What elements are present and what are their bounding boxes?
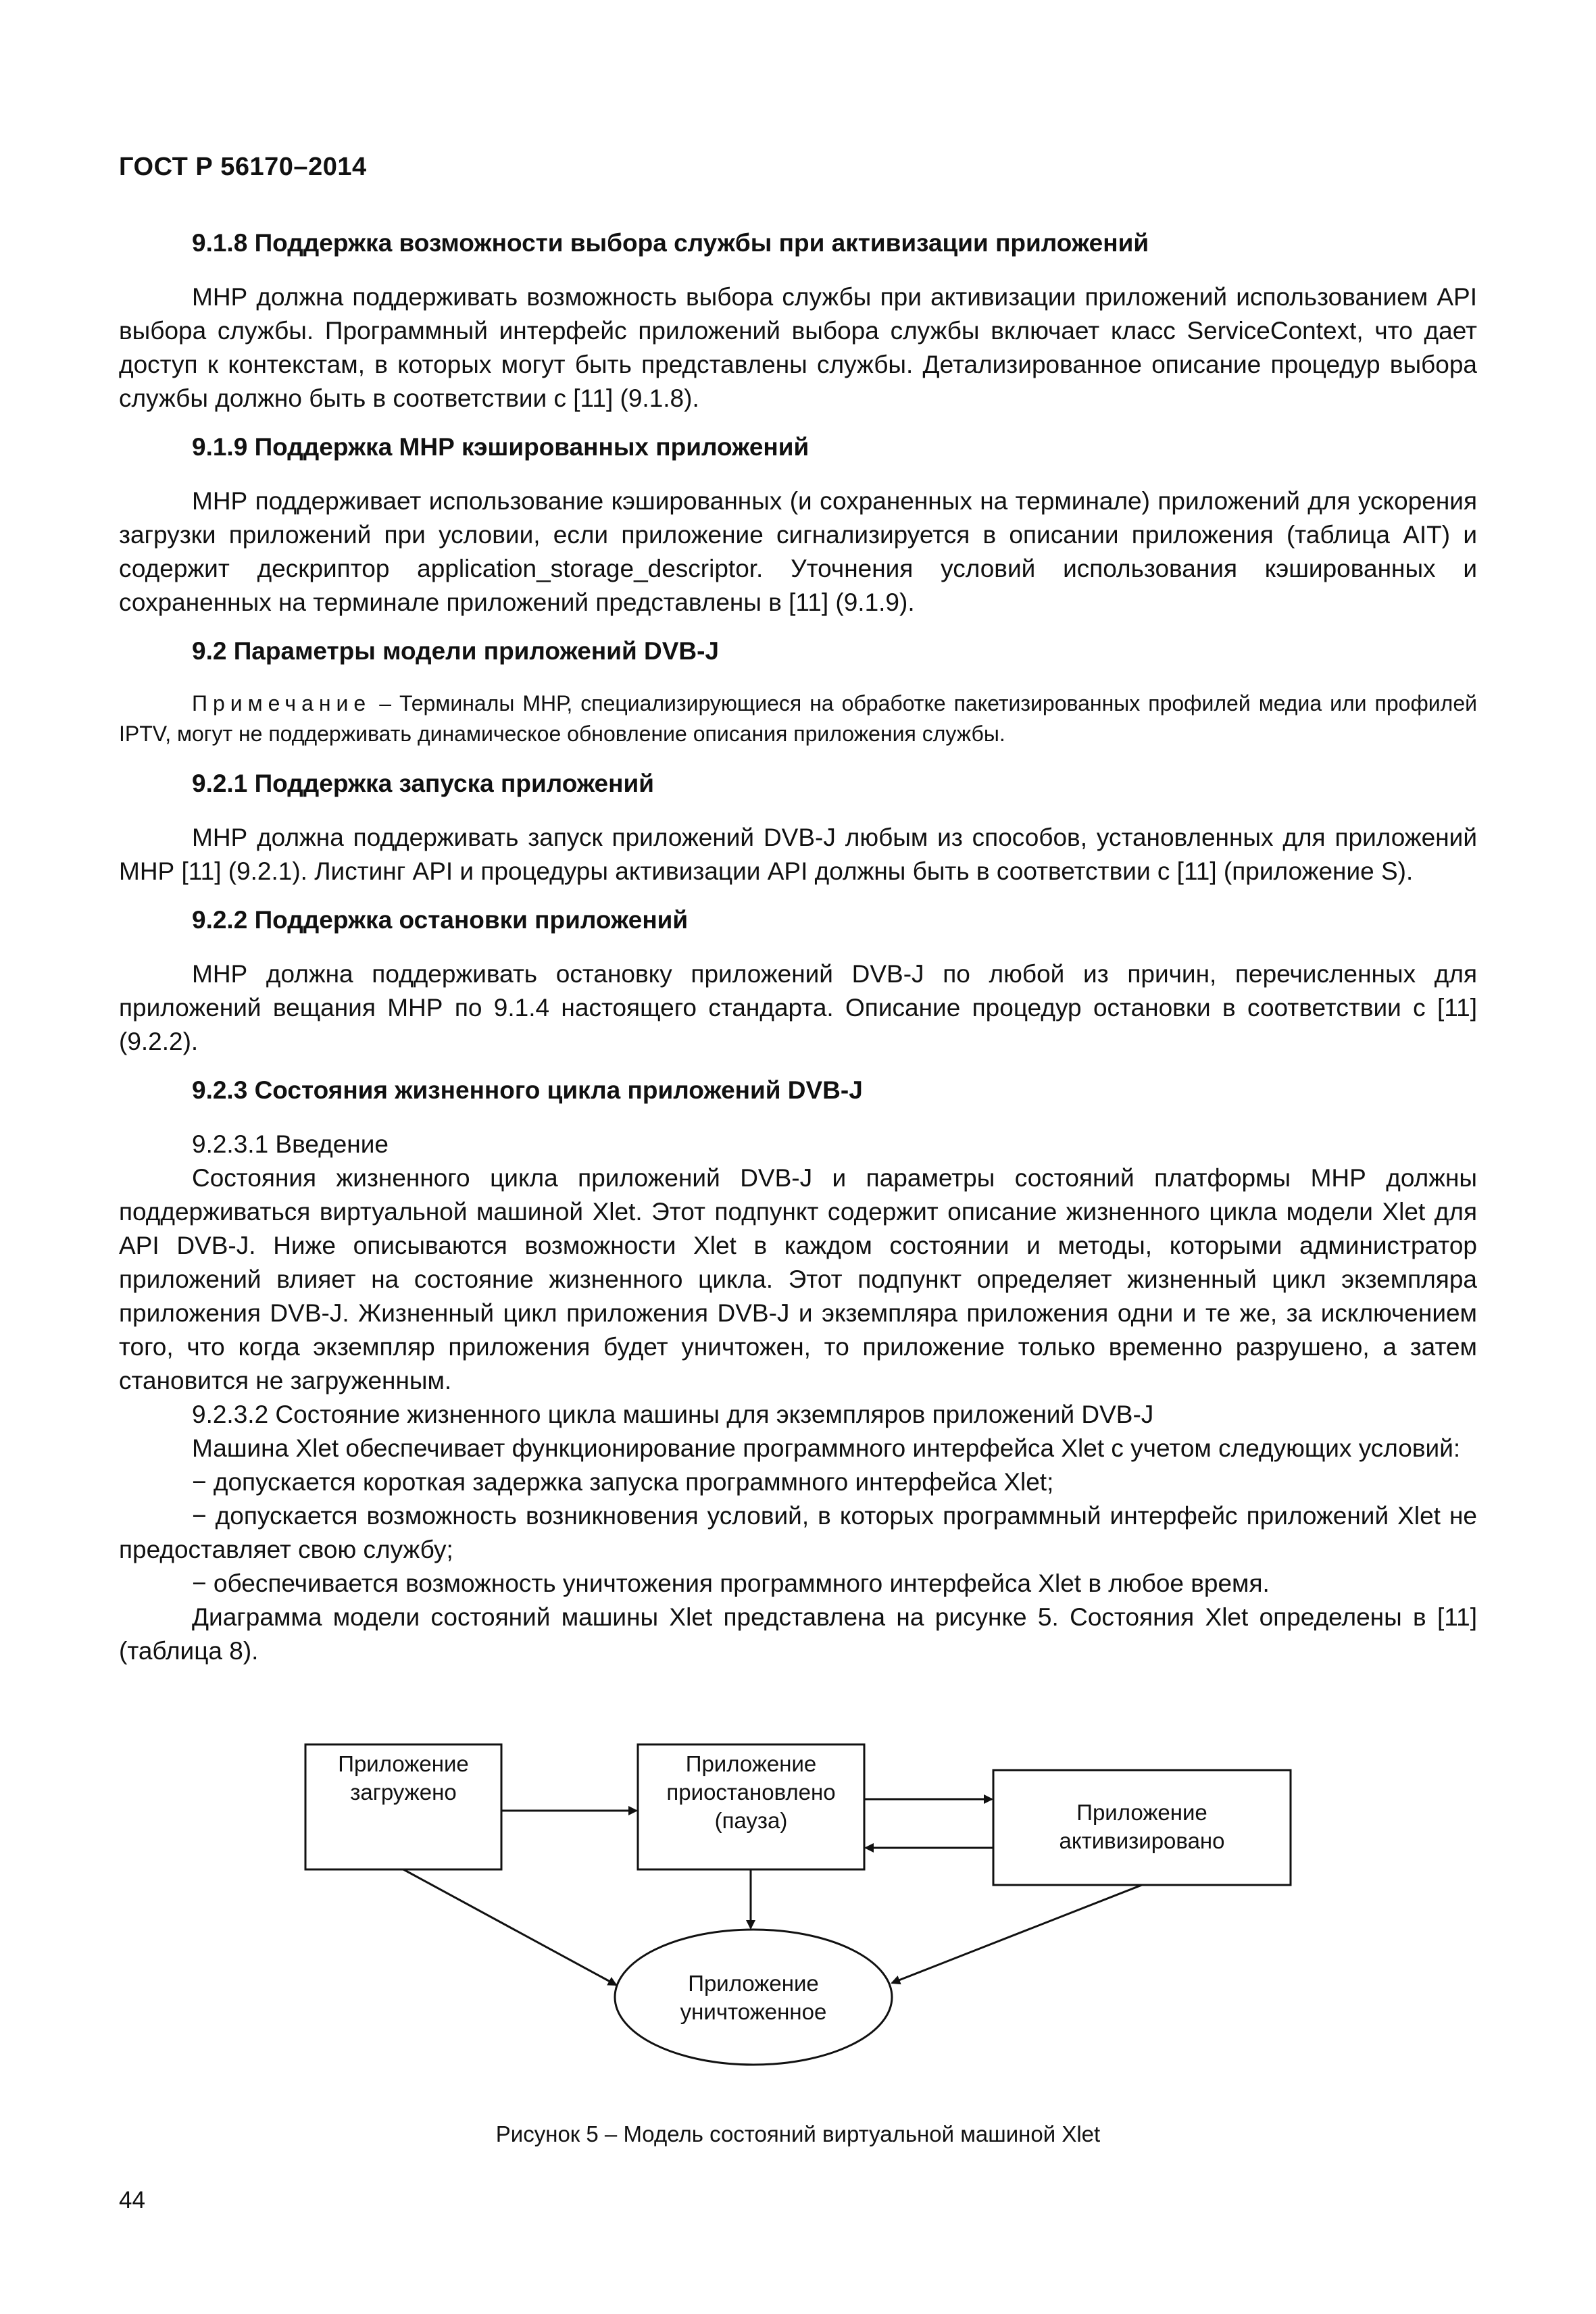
arrow-active-to-destroyed (892, 1885, 1142, 1983)
section-9-2-3-2-text: Машина Xlet обеспечивает функционирование программного интерфейса Xlet с учетом следующих условий: (192, 1434, 1461, 1462)
state-loaded-label: Приложение загружено (338, 1751, 469, 1805)
section-9-2-3-1-text: Состояния жизненного цикла приложений DVB-J и параметры состояний платформы МНР должны поддерживаться виртуальной машиной Xlet. Этот подпункт содержит описание жизненного цикла модели Xlet для API DVB-J. Ниже описываются возможности Xlet в каждом состоянии и методы, которыми администратор приложений влияет на состояние жизненного цикла. Этот подпункт определяет жизненный цикл экземпляра приложения DVB-J. Жизненный цикл приложения DVB-J и экземпляра приложения одни и те же, за исключением того, что когда экземпляр приложения будет уничтожен, то приложение только временно разрушено, а затем становится не загруженным. (119, 1164, 1477, 1394)
section-9-1-8-text: МНР должна поддерживать возможность выбора службы при активизации приложений использованием API выбора службы. Программный интерфейс приложений выбора службы включает класс ServiceContext, что дает доступ к контекстам, в которых могут быть представлены службы. Детализированное описание процедур выбора службы должно быть в соответствии с [11] (9.1.8). (119, 283, 1477, 412)
figure-caption: Рисунок 5 – Модель состояний виртуальной машиной Xlet (495, 2121, 1101, 2146)
document-id: ГОСТ Р 56170–2014 (119, 153, 367, 181)
list-item-2: − допускается возможность возникновения условий, в которых программный интерфейс приложений Xlet не предоставляет свою службу; (119, 1502, 1477, 1563)
section-9-2-3-1-title: 9.2.3.1 Введение (192, 1130, 389, 1158)
figure-reference-text: Диаграмма модели состояний машины Xlet представлена на рисунке 5. Состояния Xlet определены в [11] (таблица 8). (119, 1603, 1477, 1665)
section-9-1-9-text: МНР поддерживает использование кэшированных (и сохраненных на терминале) приложений для ускорения загрузки приложений при условии, если приложение сигнализируется в описании приложения (таблица AIT) и содержит дескриптор application_storage_descriptor. Уточнения условий использования кэшированных и сохраненных на терминале приложений представлены в [11] (9.1.9). (119, 487, 1477, 616)
note-label: Примечание (192, 691, 372, 715)
section-9-2-3-2-title: 9.2.3.2 Состояние жизненного цикла машины для экземпляров приложений DVB-J (192, 1401, 1154, 1428)
list-item-3: − обеспечивается возможность уничтожения программного интерфейса Xlet в любое время. (192, 1569, 1270, 1597)
state-active-label: Приложение активизировано (1059, 1800, 1225, 1853)
section-9-2-1-title: 9.2.1 Поддержка запуска приложений (192, 770, 654, 797)
list-item-1: − допускается короткая задержка запуска программного интерфейса Xlet; (192, 1468, 1054, 1496)
document-body (119, 226, 1477, 1668)
page-number: 44 (119, 2187, 145, 2213)
section-9-2-2-title: 9.2.2 Поддержка остановки приложений (192, 906, 689, 934)
state-paused-label: Приложение приостановлено (пауза) (666, 1751, 836, 1833)
section-9-2-3-title: 9.2.3 Состояния жизненного цикла приложений DVB-J (192, 1076, 863, 1104)
section-9-2-title: 9.2 Параметры модели приложений DVB-J (192, 637, 719, 665)
section-9-1-8-title: 9.1.8 Поддержка возможности выбора службы при активизации приложений (192, 229, 1149, 257)
section-9-2-1-text: МНР должна поддерживать запуск приложений DVB-J любым из способов, установленных для приложений МНР [11] (9.2.1). Листинг API и процедуры активизации API должны быть в соответствии с [11] (приложение S). (119, 824, 1477, 885)
section-9-2-note (119, 688, 1477, 749)
arrow-loaded-to-destroyed (403, 1869, 616, 1985)
state-diagram (0, 1730, 1596, 2094)
state-destroyed-label: Приложение уничтоженное (680, 1971, 827, 2024)
section-9-1-9-title: 9.1.9 Поддержка МНР кэшированных приложений (192, 433, 809, 461)
note-text: – Терминалы МНР, специализирующиеся на обработке пакетизированных профилей медиа или профилей IPTV, могут не поддерживать динамическое обновление описания приложения службы. (119, 691, 1477, 746)
section-9-2-2-text: МНР должна поддерживать остановку приложений DVB-J по любой из причин, перечисленных для приложений вещания МНР по 9.1.4 настоящего стандарта. Описание процедур остановки в соответствии с [11] (9.2.2). (119, 960, 1477, 1055)
